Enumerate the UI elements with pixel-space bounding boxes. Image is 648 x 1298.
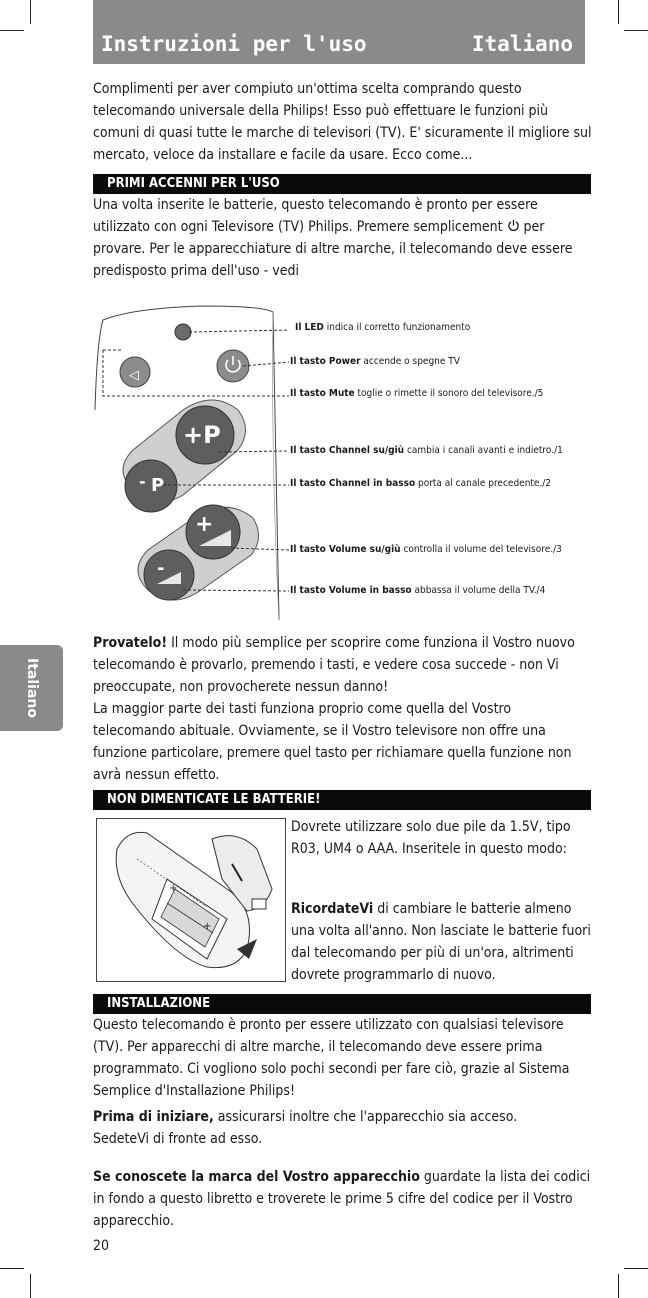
battery-insertion-illustration	[97, 819, 285, 981]
intro-paragraph: Complimenti per aver compiuto un'ottima scelta comprando questo telecomando universale della Philips! Esso può effettuare le funzioni più comuni di quasi tutte le marche di televisori (TV). E' sicuramente il migliore sul mercato, veloce da installare e facile da usare. Ecco come...	[93, 81, 592, 163]
svg-text:+: +	[169, 883, 178, 894]
install-text1: Questo telecomando è pronto per essere utilizzato con qualsiasi televisore (TV). Per apparecchi di altre marche, il telecomando deve essere prima programmato. Ci vogliono solo pochi secondi per fare ciò, grazie al Sistema Semplice d'Installazione Philips!	[93, 1017, 570, 1099]
label-volume-down: Il tasto Volume in basso abbassa il volume della TV./4	[290, 585, 546, 596]
btn-p-plus-label: +P	[183, 421, 221, 449]
remote-illustration	[93, 300, 593, 620]
try-it-paragraph	[93, 632, 593, 786]
label-volume-updown: Il tasto Volume su/giù controlla il volume del televisore./3	[290, 544, 562, 555]
section1-text-b: per provare. Per le apparecchiature di altre marche, il telecomando deve essere predisposto prima dell'uso - vedi	[93, 219, 573, 279]
install-text2: Prima di iniziare, assicurarsi inoltre che l'apparecchio sia acceso. SedeteVi di fronte ad esso.	[93, 1109, 518, 1147]
label-power: Il tasto Power accende o spegne TV	[290, 356, 460, 367]
svg-text:+: +	[203, 921, 212, 932]
label-led: Il LED indica il corretto funzionamento	[295, 322, 471, 333]
label-channel-updown: Il tasto Channel su/giù cambia i canali avanti e indietro./1	[290, 445, 563, 456]
section1-paragraph	[93, 194, 593, 282]
label-channel-down: Il tasto Channel in basso porta al canale precedente./2	[290, 478, 552, 489]
btn-p-minus-sign: -	[139, 472, 146, 491]
side-tab-label: Italiano	[23, 658, 40, 718]
power-symbol-icon	[507, 219, 520, 232]
crop-mark	[0, 30, 24, 31]
btn-p-minus-label: P	[151, 475, 165, 496]
battery-text2: RicordateVi di cambiare le batterie almeno una volta all'anno. Non lasciate le batterie fuori dal telecomando per più di un'ora, altrimenti dovrete programmarlo di nuovo.	[291, 901, 591, 983]
crop-mark	[30, 0, 31, 24]
try-it-text2: La maggior parte dei tasti funziona proprio come quella del Vostro telecomando abituale. Ovviamente, se il Vostro televisore non offre una funzione particolare, premere quel tasto per richiamare quella funzione non avrà nessun effetto.	[93, 701, 572, 783]
page-header	[93, 0, 585, 64]
btn-vol-minus-label: -	[157, 558, 165, 579]
install-lead3: Se conoscete la marca del Vostro apparecchio	[93, 1169, 420, 1185]
btn-vol-plus-label: +	[195, 512, 214, 537]
battery-illustration-frame	[96, 818, 286, 982]
crop-mark	[624, 30, 648, 31]
install-text3: Se conoscete la marca del Vostro apparecchio guardate la lista dei codici in fondo a questo libretto e troverete le prime 5 cifre del codice per il Vostro apparecchio.	[93, 1169, 591, 1229]
crop-mark	[618, 0, 619, 24]
section-heading-primi-accenni: PRIMI ACCENNI PER L'USO	[93, 174, 591, 194]
install-lead2: Prima di iniziare,	[93, 1109, 214, 1125]
battery-text1: Dovrete utilizzare solo due pile da 1.5V, tipo R03, UM4 o AAA. Inseritele in questo modo:	[291, 819, 571, 857]
section-heading-batterie: NON DIMENTICATE LE BATTERIE!	[93, 790, 591, 810]
try-it-lead: Provatelo!	[93, 635, 168, 651]
page-number: 20	[93, 1238, 110, 1254]
section1-text-a: Una volta inserite le batterie, questo telecomando è pronto per essere utilizzato con ogni Televisore (TV) Philips. Premere semplicement	[93, 197, 538, 235]
crop-mark	[0, 1268, 24, 1269]
battery-lead: RicordateVi	[291, 901, 374, 917]
language-side-tab	[0, 645, 63, 731]
header-language: Italiano	[471, 32, 573, 56]
crop-mark	[618, 1274, 619, 1298]
section-heading-installazione: INSTALLAZIONE	[93, 994, 591, 1014]
try-it-text1: Il modo più semplice per scoprire come funziona il Vostro nuovo telecomando è provarlo, premendo i tasti, e vedere cosa succede - non Vi preoccupate, non provocherete nessun danno!	[93, 635, 575, 695]
svg-text:◁: ◁	[129, 368, 139, 383]
crop-mark	[30, 1274, 31, 1298]
crop-mark	[624, 1268, 648, 1269]
label-mute: Il tasto Mute toglie o rimette il sonoro del televisore./5	[290, 388, 544, 399]
remote-diagram	[93, 300, 593, 620]
header-title: Instruzioni per l'uso	[101, 32, 367, 56]
